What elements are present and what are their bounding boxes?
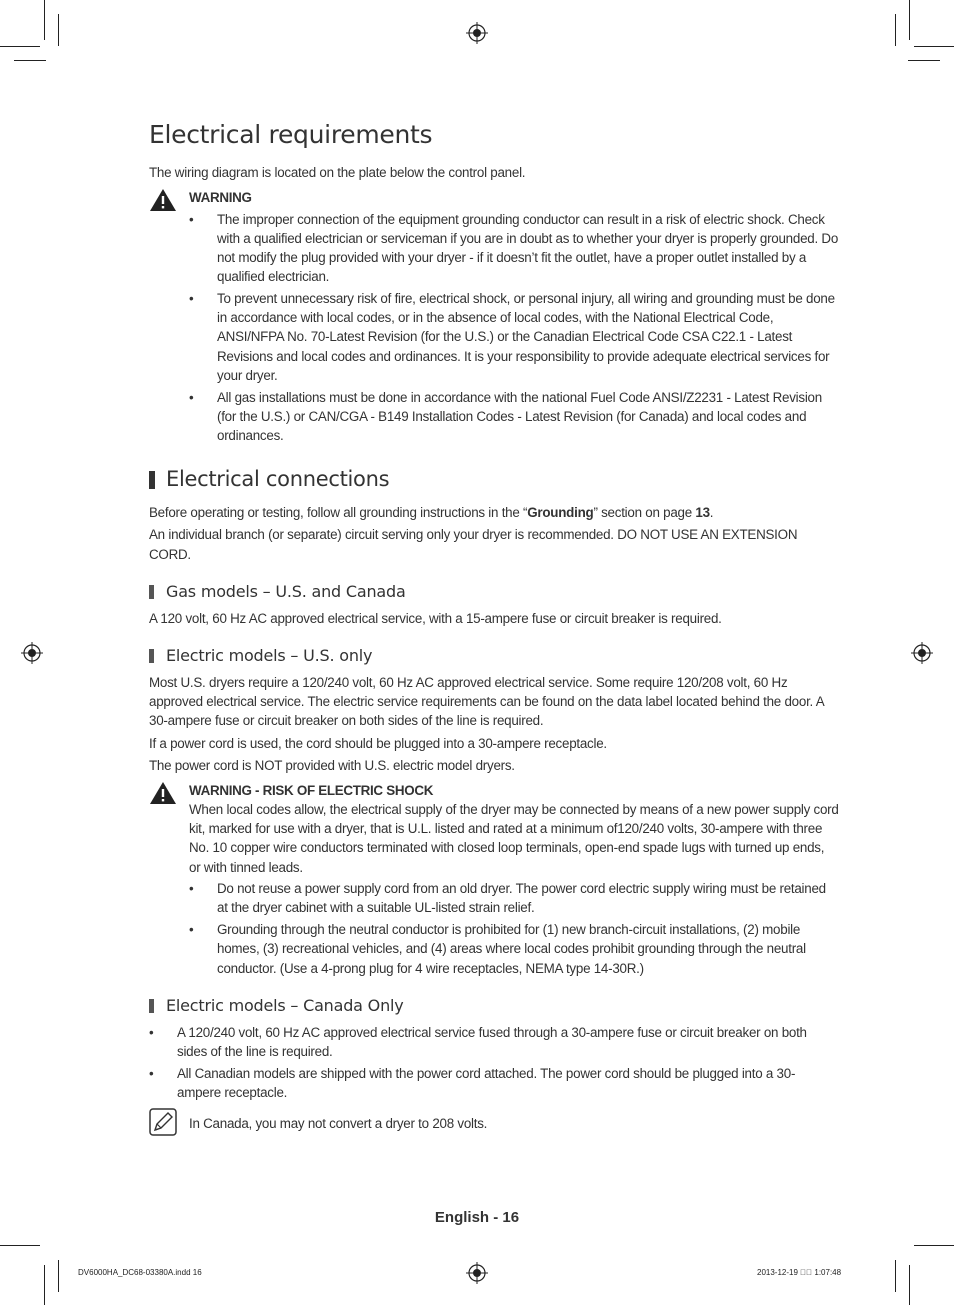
list-item: • The improper connection of the equipment grounding conductor can result in a risk of electric shock. Check with a qualified electrician or serviceman if you are in doubt as to whether your dryer is properly grounded. Do not modify the plug provided with your dryer - if it doesn’t fit the outlet, have a proper outlet installed by a qualified electrician. [189, 210, 839, 287]
warning-text: When local codes allow, the electrical supply of the dryer may be connected by means of a new power supply cord kit, marked for use with a dryer, that is U.L. listed and rated at a minimum of120/240 volts, 30-ampere with three No. 10 copper wire conductors terminated with closed loop terminals, open-end spade lugs with turned up ends, or with tinned leads. [189, 801, 839, 875]
crop-mark [58, 1260, 59, 1292]
intro-text: The wiring diagram is located on the plate below the control panel. [149, 165, 526, 180]
file-slug: DV6000HA_DC68-03380A.indd 16 [78, 1268, 202, 1277]
crop-mark [909, 1265, 910, 1305]
subheading-electric-canada: Electric models – Canada Only [149, 996, 839, 1015]
electric-us-text-1: Most U.S. dryers require a 120/240 volt, 60 Hz AC approved electrical service. Some require 120/208 volt, 60 Hz approved electrical service. The electric service requirements can be found on the data label located behind the door. A 30-ampere fuse or circuit breaker on both sides of the line is required. [149, 674, 824, 729]
page-content [149, 120, 839, 1144]
list-item: • All Canadian models are shipped with the power cord attached. The power cord should be plugged into a 30-ampere receptacle. [149, 1064, 839, 1102]
note-text: In Canada, you may not convert a dryer to 208 volts. [189, 1116, 488, 1132]
crop-mark [895, 14, 896, 46]
warning-list [189, 210, 839, 445]
gas-text: A 120 volt, 60 Hz AC approved electrical service, with a 15-ampere fuse or circuit breaker is required. [149, 610, 722, 626]
note-block [149, 1114, 839, 1144]
crop-mark [44, 0, 45, 40]
subheading-electric-us: Electric models – U.S. only [149, 646, 839, 665]
warning-block [149, 188, 839, 445]
crop-mark [0, 46, 40, 47]
date-slug: 2013-12-19 ￿￿ 1:07:48 [757, 1268, 842, 1277]
warning-list [189, 879, 839, 978]
electric-us-text-2: If a power cord is used, the cord should be plugged into a 30-ampere receptacle. [149, 735, 607, 751]
text-run: Before operating or testing, follow all grounding instructions in the “ [149, 505, 528, 521]
crop-mark [908, 60, 940, 61]
warning-label: WARNING [189, 190, 252, 206]
subheading-gas-models: Gas models – U.S. and Canada [149, 582, 839, 601]
list-item: • All gas installations must be done in accordance with the national Fuel Code ANSI/Z2231 - Latest Revision (for the U.S.) or CAN/CGA - B149 Installation Codes - Latest Revision (for Canada) and local codes and ordinances. [189, 388, 839, 446]
crop-mark [14, 60, 46, 61]
registration-mark-icon [21, 642, 43, 664]
warning-label: WARNING - RISK OF ELECTRIC SHOCK [189, 782, 434, 798]
canada-list [149, 1023, 839, 1102]
crop-mark [0, 1245, 40, 1246]
registration-mark-icon [911, 642, 933, 664]
connections-text-2: An individual branch (or separate) circuit serving only your dryer is recommended. DO NOT USE AN EXTENSION CORD. [149, 527, 798, 562]
list-item: • Grounding through the neutral conductor is prohibited for (1) new branch-circuit installations, (2) mobile homes, (3) recreational vehicles, and (4) areas where local codes prohibit grounding through the neutral conductor. (Use a 4-prong plug for 4 wire receptacles, NEMA type 14-30R.) [189, 920, 839, 978]
registration-mark-icon [466, 1262, 488, 1284]
crop-mark [909, 0, 910, 40]
page-footer: English - 16 [434, 1209, 520, 1226]
page-title: Electrical requirements [149, 120, 433, 149]
crop-mark [914, 1245, 954, 1246]
electric-us-text-3: The power cord is NOT provided with U.S. electric model dryers. [149, 757, 515, 773]
page-reference: 13 [695, 505, 710, 521]
crop-mark [895, 1260, 896, 1292]
grounding-reference: Grounding [527, 505, 594, 521]
note-pencil-icon [149, 1108, 177, 1136]
warning-triangle-icon [149, 781, 177, 805]
section-heading-connections: Electrical connections [149, 467, 839, 491]
registration-mark-icon [466, 22, 488, 44]
list-item: • To prevent unnecessary risk of fire, electrical shock, or personal injury, all wiring and grounding must be done in accordance with local codes, or in the absence of local codes, with the National Electrical Code, ANSI/NFPA No. 70-Latest Revision (for the U.S.) or the Canadian Electrical Code CSA C22.1 - Latest Revisions and local codes and ordinances. It is your responsibility to provide adequate electrical services for your dryer. [189, 289, 839, 385]
text-run: . [709, 505, 714, 521]
crop-mark [58, 14, 59, 46]
crop-mark [914, 46, 954, 47]
connections-text [149, 503, 839, 522]
crop-mark [44, 1265, 45, 1305]
list-item: • Do not reuse a power supply cord from an old dryer. The power cord electric supply wiring must be retained at the dryer cabinet with a suitable UL-listed strain relief. [189, 879, 839, 917]
shock-warning-block [149, 781, 839, 978]
text-run: ” section on page [593, 505, 696, 521]
warning-triangle-icon [149, 188, 177, 212]
list-item: • A 120/240 volt, 60 Hz AC approved electrical service fused through a 30-ampere fuse or circuit breaker on both sides of the line is required. [149, 1023, 839, 1061]
